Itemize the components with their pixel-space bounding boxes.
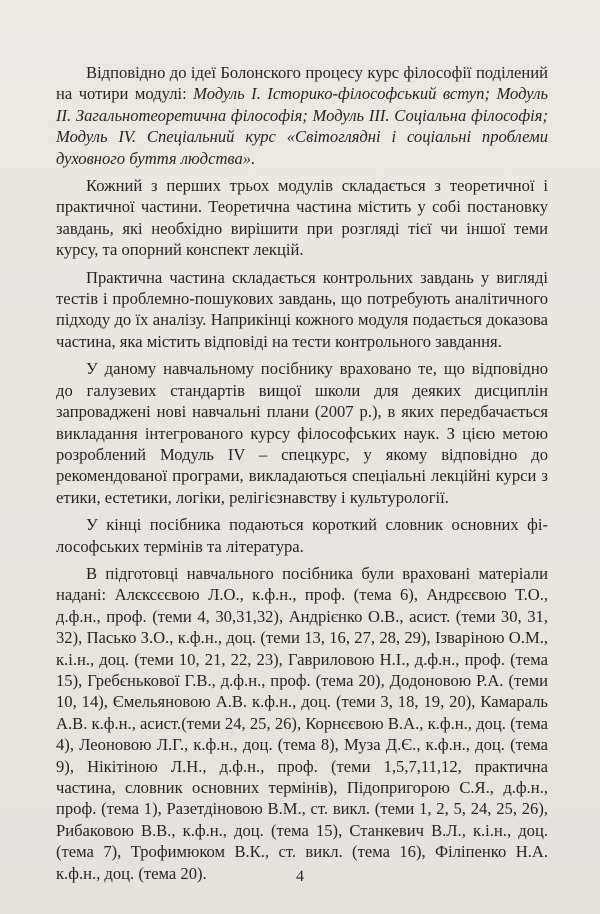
body-text [56,62,548,884]
paragraph-contributors: В підготовці навчального посібника були враховані матеріали надані: Алєксєєвою Л.О., к.ф.н., проф. (тема 6), Андрєєвою Т.О., д.ф.н., проф. (теми 4, 30,31,32), Андрієнко О.В., асист. (теми 30, 31, 32), Пасько З.О., к.ф.н., доц. (теми 13, 16, 27, 28, 29), Ізваріною О.М., к.і.н., доц. (теми 10, 21, 22, 23), Гавриловою Н.І., д.ф.н., проф. (тема 15), Гребєнькової Г.В., д.ф.н., проф. (тема 20), Додоновою Р.А. (теми 10, 14), Ємельяновою А.В. к.ф.н., доц. (теми 3, 18, 19, 20), Камараль А.В. к.ф.н., асист.(теми 24, 25, 26), Корнєєвою В.А., к.ф.н., доц. (тема 4), Леоновою Л.Г., к.ф.н., доц. (тема 8), Муза Д.Є., к.ф.н., доц. (тема 9), Нікітіною Л.Н., д.ф.н., проф. (теми 1,5,7,11,12, практична частина, словник основних термінів), Підопригорою С.Я., д.ф.н., проф. (тема 1), Разетдіновою В.М., ст. викл. (теми 1, 2, 5, 24, 25, 26), Рибаковою В.В., к.ф.н., доц. (тема 15), Станкевич В.Л., к.і.н., доц. (тема 7), Трофимюком В.К., ст. викл. (тема 16), Філіпенко Н.А. к.ф.н., доц. (тема 20). [56,563,548,883]
module-list: Модуль І. Історико-філософський вступ; Модуль ІІ. Загальнотеоретична філософія; Модуль ІІІ. Соціальна філософія; Модуль IV. Спеціальний курс «Світоглядні і соціальні проблеми духовного буття людства». [56,84,548,168]
page-number: 4 [296,868,304,885]
paragraph-practical: Практична частина складається контрольних завдань у вигляді тестів і проблемно-пошукових завдань, що потребують аналітичного підходу до їх аналізу. Наприкінці кожного модуля подається доказова частина, яка містить відповіді на тести контрольного завдання. [56,267,548,351]
paragraph-structure: Кожний з перших трьох модулів складається з теоретичної і практичної частини. Теоретична частина містить у собі постановку завдань, які необхідно вирішити при розгляді тієї чи іншої теми курсу, та опорний конспект лекцій. [56,176,548,260]
paragraph-standards: У даному навчальному посібнику враховано те, що відповідно до галузевих стандартів вищої школи для деяких дисциплін запроваджені нові навчальні плани (2007 р.), в яких передбачається викладання інтегрованого курсу філософських наук. З цією метою розроблений Модуль IV – спецкурс, у якому відповідно до рекомендованої програми, викладаються спеціальні лекційні курси з етики, естетики, логіки, релігієзнавству і культурології. [56,359,548,507]
paragraph-modules-intro: Відповідно до ідеї Болонского процесу курс філософії поділений на чотири модулі: [56,63,548,104]
paragraph-modules [56,62,548,169]
paragraph-glossary: У кінці посібника подаються короткий словник основних філософських термінів та література. [56,515,548,556]
